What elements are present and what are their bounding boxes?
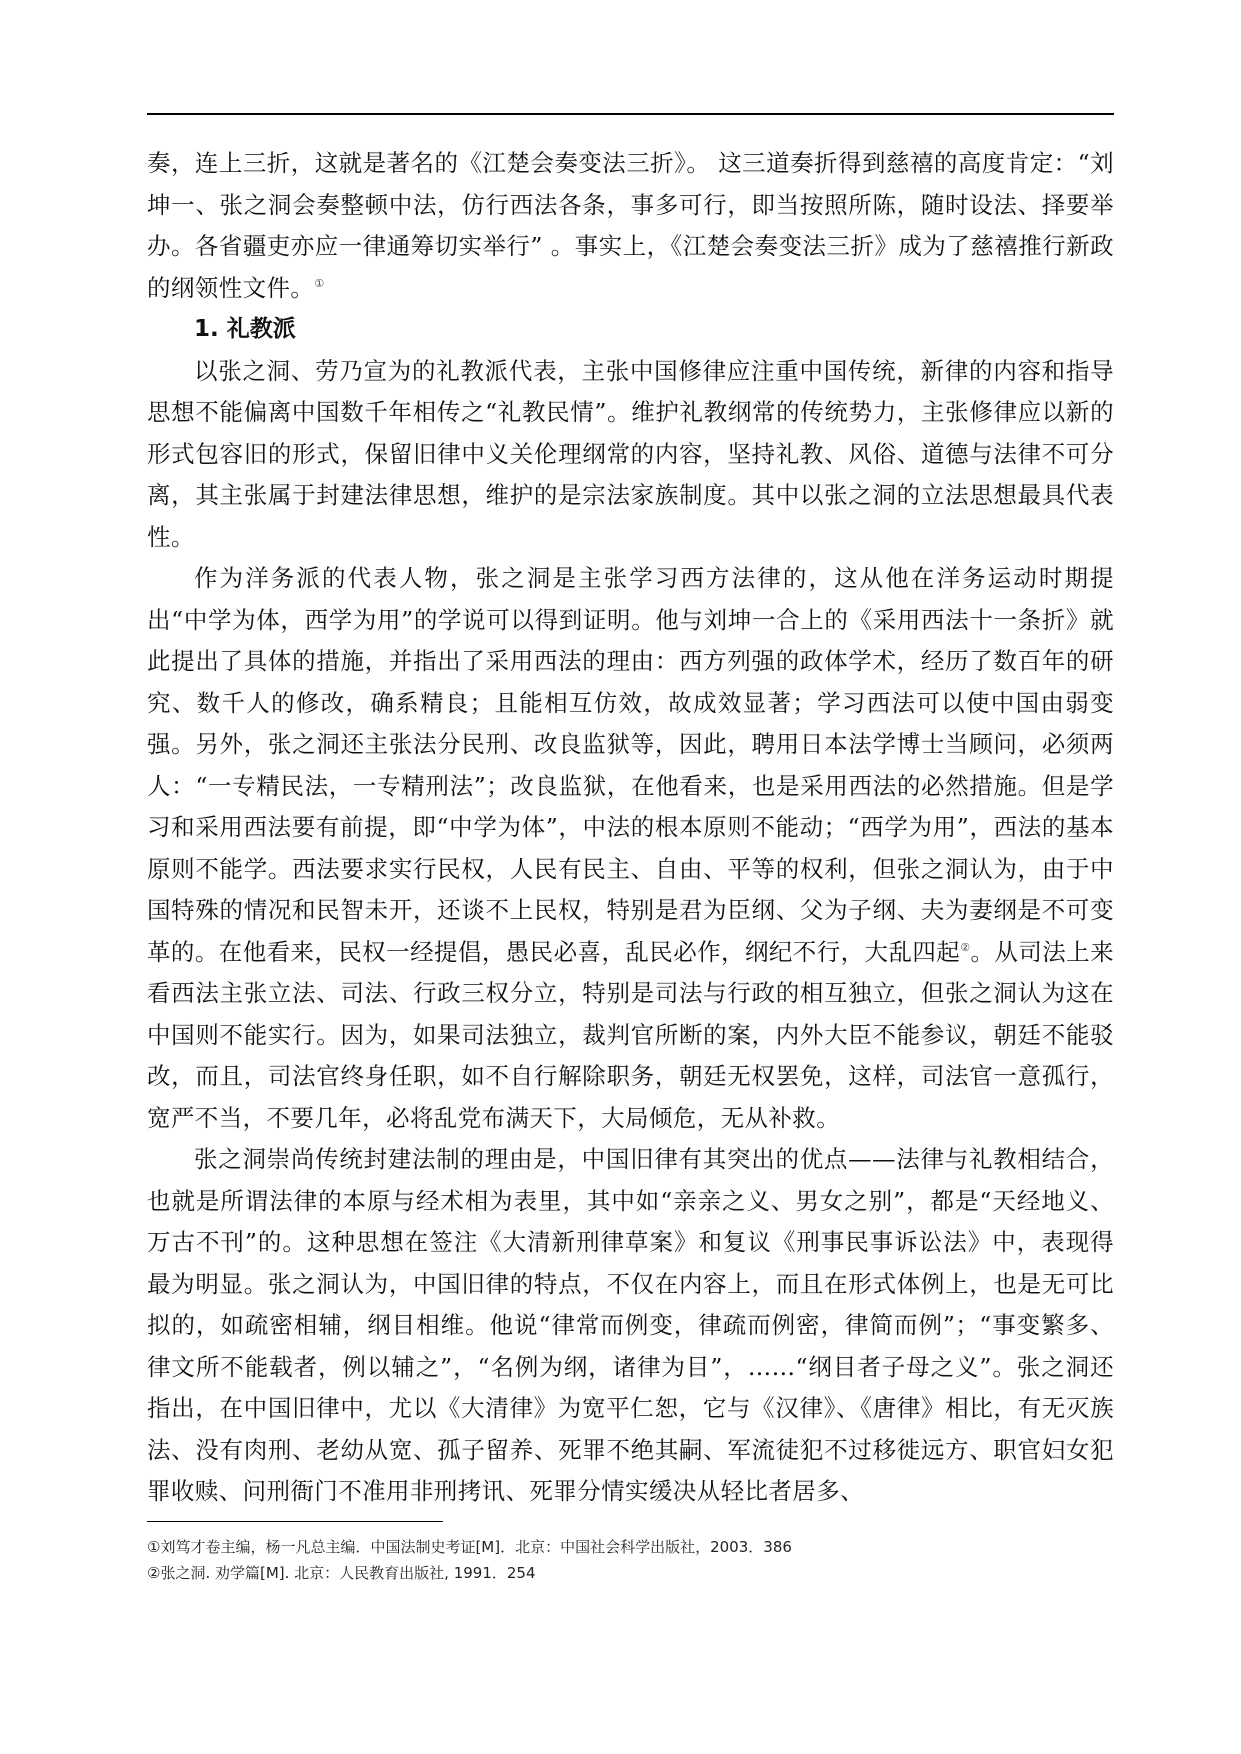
paragraph-text: 作为洋务派的代表人物，张之洞是主张学习西方法律的，这从他在洋务运动时期提出“中学为体，西学为用”的学说可以得到证明。他与刘坤一合上的《采用西法十一条折》就此提出了具体的措施，并指出了采用西法的理由：西方列强的政体学术，经历了数百年的研究、数千人的修改，确系精良；且能相互仿效，故成效显著；学习西法可以使中国由弱变强。另外，张之洞还主张法分民刑、改良监狱等，因此，聘用日本法学博士当顾问，必须两人：“一专精民法，一专精刑法”；改良监狱，在他看来，也是采用西法的必然措施。但是学习和采用西法要有前提，即“中学为体”，中法的根本原则不能动；“西学为用”，西法的基本原则不能学。西法要求实行民权，人民有民主、自由、平等的权利，但张之洞认为，由于中国特殊的情况和民智未开，还谈不上民权，特别是君为臣纲、父为子纲、夫为妻纲是不可变革的。在他看来，民权一经提倡，愚民必喜，乱民必作，纲纪不行，大乱四起 <box>147 564 1114 966</box>
footnote-1: ①刘笃才卷主编，杨一凡总主编．中国法制史考证[M]．北京：中国社会科学出版社，2003．386 <box>147 1538 792 1556</box>
footnote-ref-2[interactable]: ② <box>960 940 971 954</box>
paragraph-text: 。从司法上来看西法主张立法、司法、行政三权分立，特别是司法与行政的相互独立，但张之洞认为这在中国则不能实行。因为，如果司法独立，裁判官所断的案，内外大臣不能参议，朝廷不能驳改，而且，司法官终身任职，如不自行解除职务，朝廷无权罢免，这样，司法官一意孤行，宽严不当，不要几年，必将乱党布满天下，大局倾危，无从补救。 <box>147 937 1114 1132</box>
paragraph-traditional-law: 张之洞崇尚传统封建法制的理由是，中国旧律有其突出的优点——法律与礼教相结合，也就是所谓法律的本原与经术相为表里，其中如“亲亲之义、男女之别”，都是“天经地义、万古不刊”的。这种思想在签注《大清新刑律草案》和复议《刑事民事诉讼法》中，表现得最为明显。张之洞认为，中国旧律的特点，不仅在内容上，而且在形式体例上，也是无可比拟的，如疏密相辅，纲目相维。他说“律常而例变，律疏而例密，律简而例”；“事变繁多、律文所不能载者，例以辅之”，“名例为纲，诸律为目”，……“纲目者子母之义”。张之洞还指出，在中国旧律中，尤以《大清律》为宽平仁恕，它与《汉律》、《唐律》相比，有无灭族法、没有肉刑、老幼从宽、孤子留养、死罪不绝其嗣、军流徒犯不过移徙远方、职官妇女犯罪收赎、问刑衙门不准用非刑拷讯、死罪分情实缓决从轻比者居多、 <box>147 1145 1114 1505</box>
footnote-2: ②张之洞. 劝学篇[M]. 北京：人民教育出版社, 1991．254 <box>147 1564 536 1582</box>
section-heading: 1. 礼教派 <box>194 316 296 342</box>
footnote-separator <box>147 1521 443 1522</box>
footnote-ref-1[interactable]: ① <box>314 276 325 290</box>
paragraph-lijiao: 以张之洞、劳乃宣为的礼教派代表，主张中国修律应注重中国传统，新律的内容和指导思想不能偏离中国数千年相传之“礼教民情”。维护礼教纲常的传统势力，主张修律应以新的形式包容旧的形式，保留旧律中义关伦理纲常的内容，坚持礼教、风俗、道德与法律不可分离，其主张属于封建法律思想，维护的是宗法家族制度。其中以张之洞的立法思想最具代表性。 <box>147 356 1114 551</box>
header-rule <box>147 113 1114 115</box>
footnotes <box>147 1534 1114 1586</box>
page-body <box>147 143 1114 1513</box>
paragraph-yangwu <box>147 558 1114 1139</box>
paragraph-text: 奏，连上三折，这就是著名的《江楚会奏变法三折》。 这三道奏折得到慈禧的高度肯定：“刘坤一、张之洞会奏整顿中法，仿行西法各条，事多可行，即当按照所陈，随时设法、择要举办。各省疆吏亦应一律通筹切实举行” 。事实上，《江楚会奏变法三折》成为了慈禧推行新政的纲领性文件。 <box>147 149 1114 302</box>
paragraph-continuation <box>147 143 1114 309</box>
